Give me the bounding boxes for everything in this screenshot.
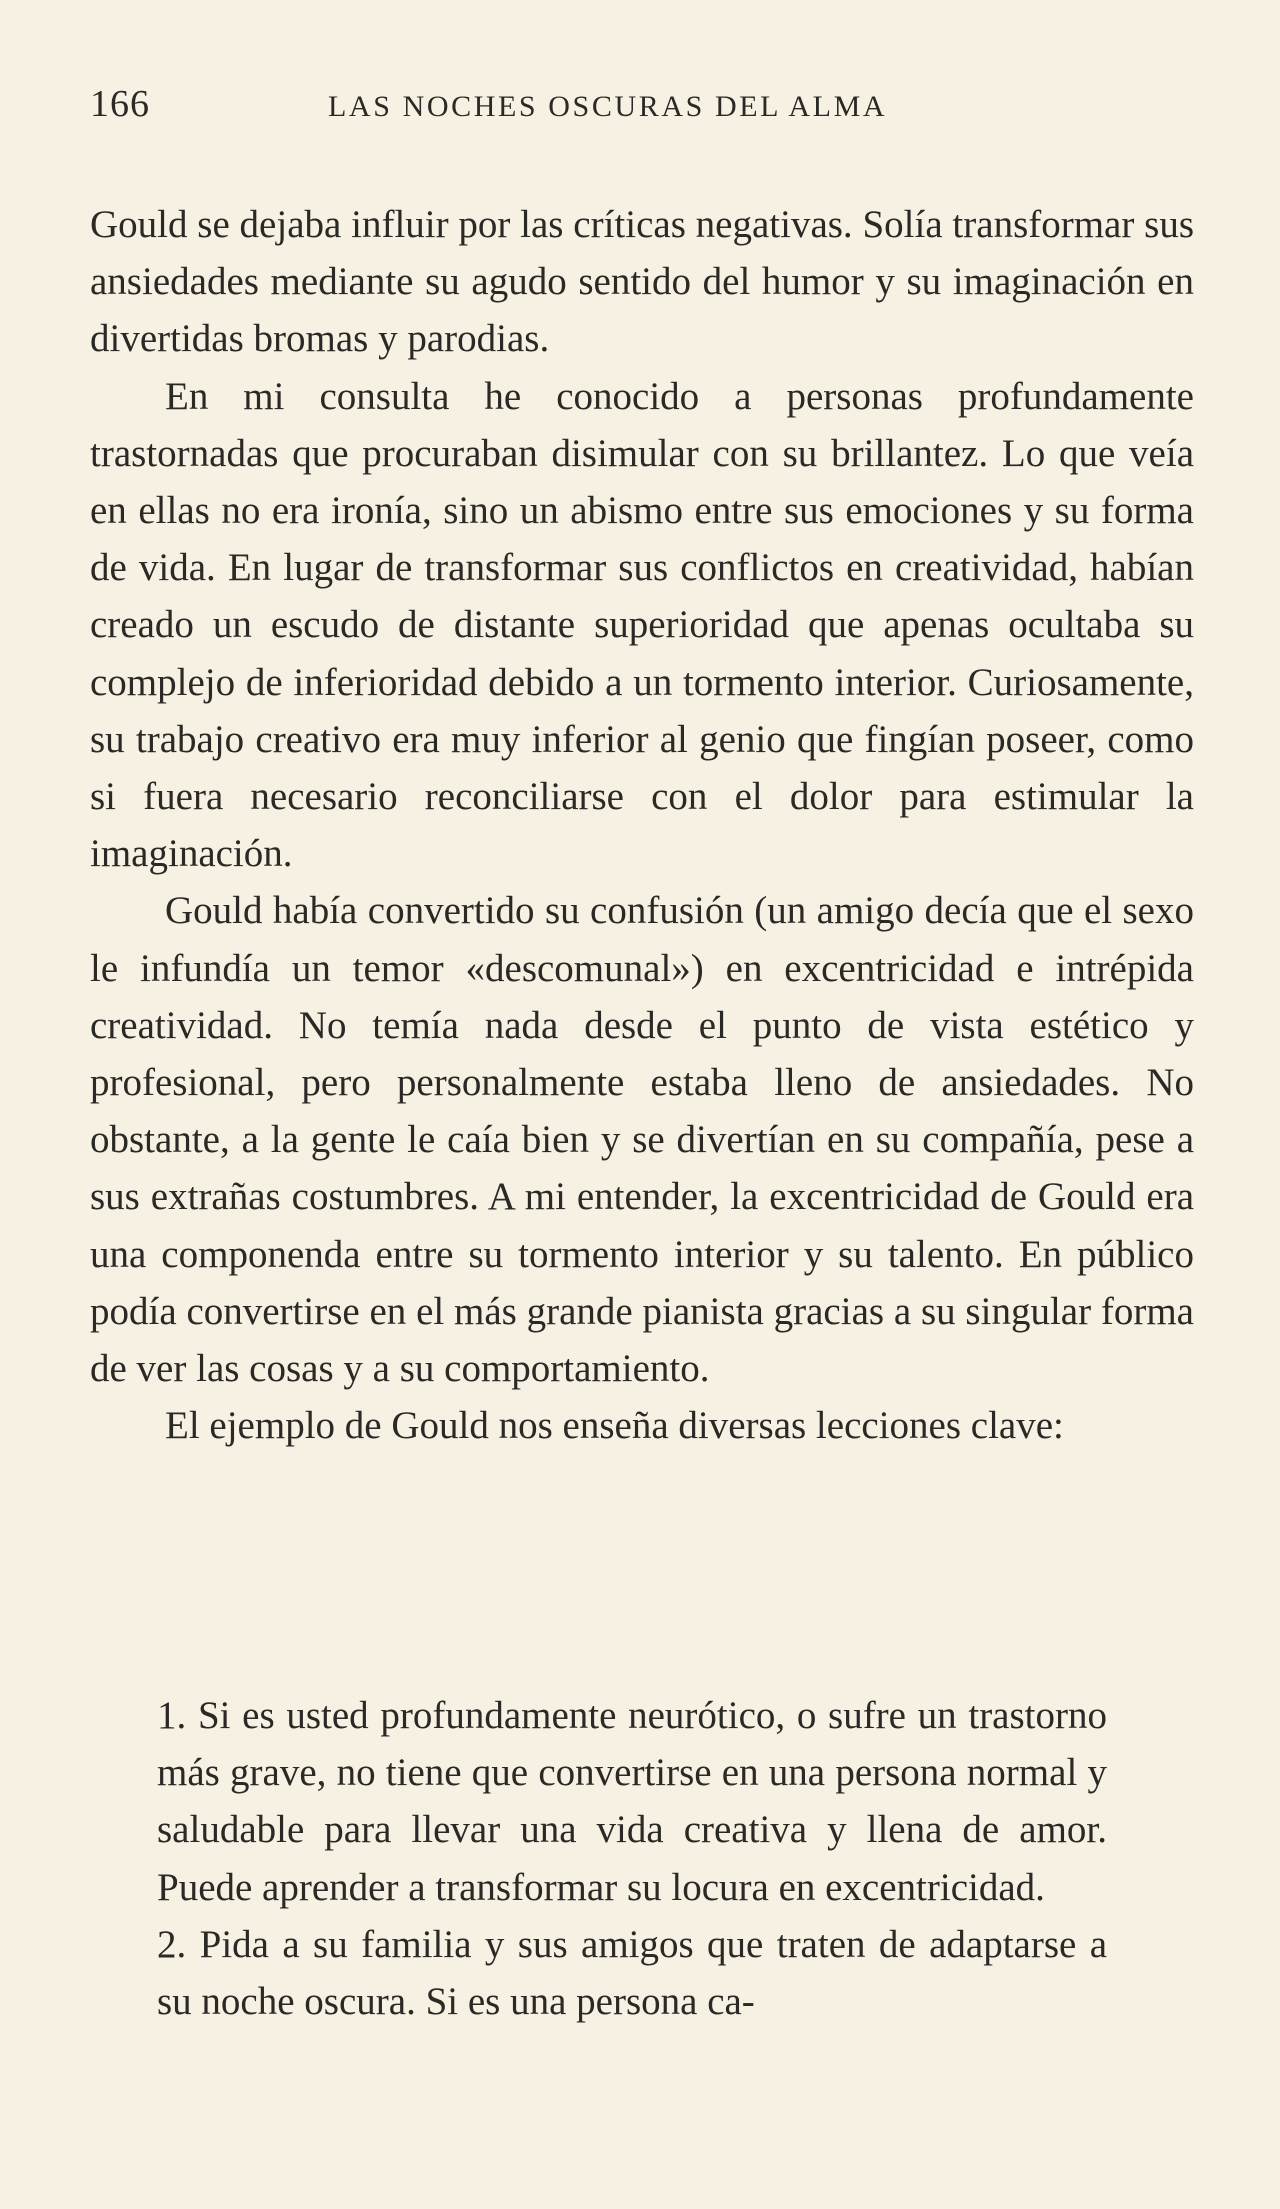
running-header <box>90 82 1190 132</box>
paragraph: Gould había convertido su confusión (un amigo decía que el sexo le infundía un temor «descomunal») en excentricidad e intrépida creatividad. No temía nada desde el punto de vista estético y profesional, pero personalmente estaba lleno de ansiedades. No obstante, a la gente le caía bien y se divertían en su compañía, pese a sus extrañas costumbres. A mi entender, la excentricidad de Gould era una componenda entre su tormento interior y su talento. En público podía convertirse en el más grande pianista gracias a su singular forma de ver las cosas y a su comportamiento. <box>90 889 1194 1391</box>
page-number: 166 <box>90 83 150 125</box>
paragraph: En mi consulta he conocido a personas profundamente trastornadas que procuraban disimular con su brillantez. Lo que veía en ellas no era ironía, sino un abismo entre sus emociones y su forma de vida. En lugar de transformar sus conflictos en creatividad, habían creado un escudo de distante superioridad que apenas ocultaba su complejo de inferioridad debido a un tormento interior. Curiosamente, su trabajo creativo era muy inferior al genio que fingían poseer, como si fuera necesario reconciliarse con el dolor para estimular la imaginación. <box>90 374 1194 876</box>
paragraph: El ejemplo de Gould nos enseña diversas lecciones clave: <box>165 1404 1064 1448</box>
list-item: 1. Si es usted profundamente neurótico, o sufre un trastorno más grave, no tiene que convertirse en una persona normal y saludable para llevar una vida creativa y llena de amor. Puede aprender a transformar su locura en excentricidad. <box>157 1694 1107 1909</box>
list-item: 2. Pida a su familia y sus amigos que traten de adaptarse a su noche oscura. Si es una persona ca- <box>157 1922 1107 2024</box>
lessons-list <box>157 1687 1107 2030</box>
body-text <box>90 196 1194 1454</box>
book-title: LAS NOCHES OSCURAS DEL ALMA <box>328 90 888 123</box>
paragraph: Gould se dejaba influir por las críticas negativas. Solía transformar sus ansiedades mediante su agudo sentido del humor y su imaginación en divertidas bromas y parodias. <box>90 203 1194 361</box>
